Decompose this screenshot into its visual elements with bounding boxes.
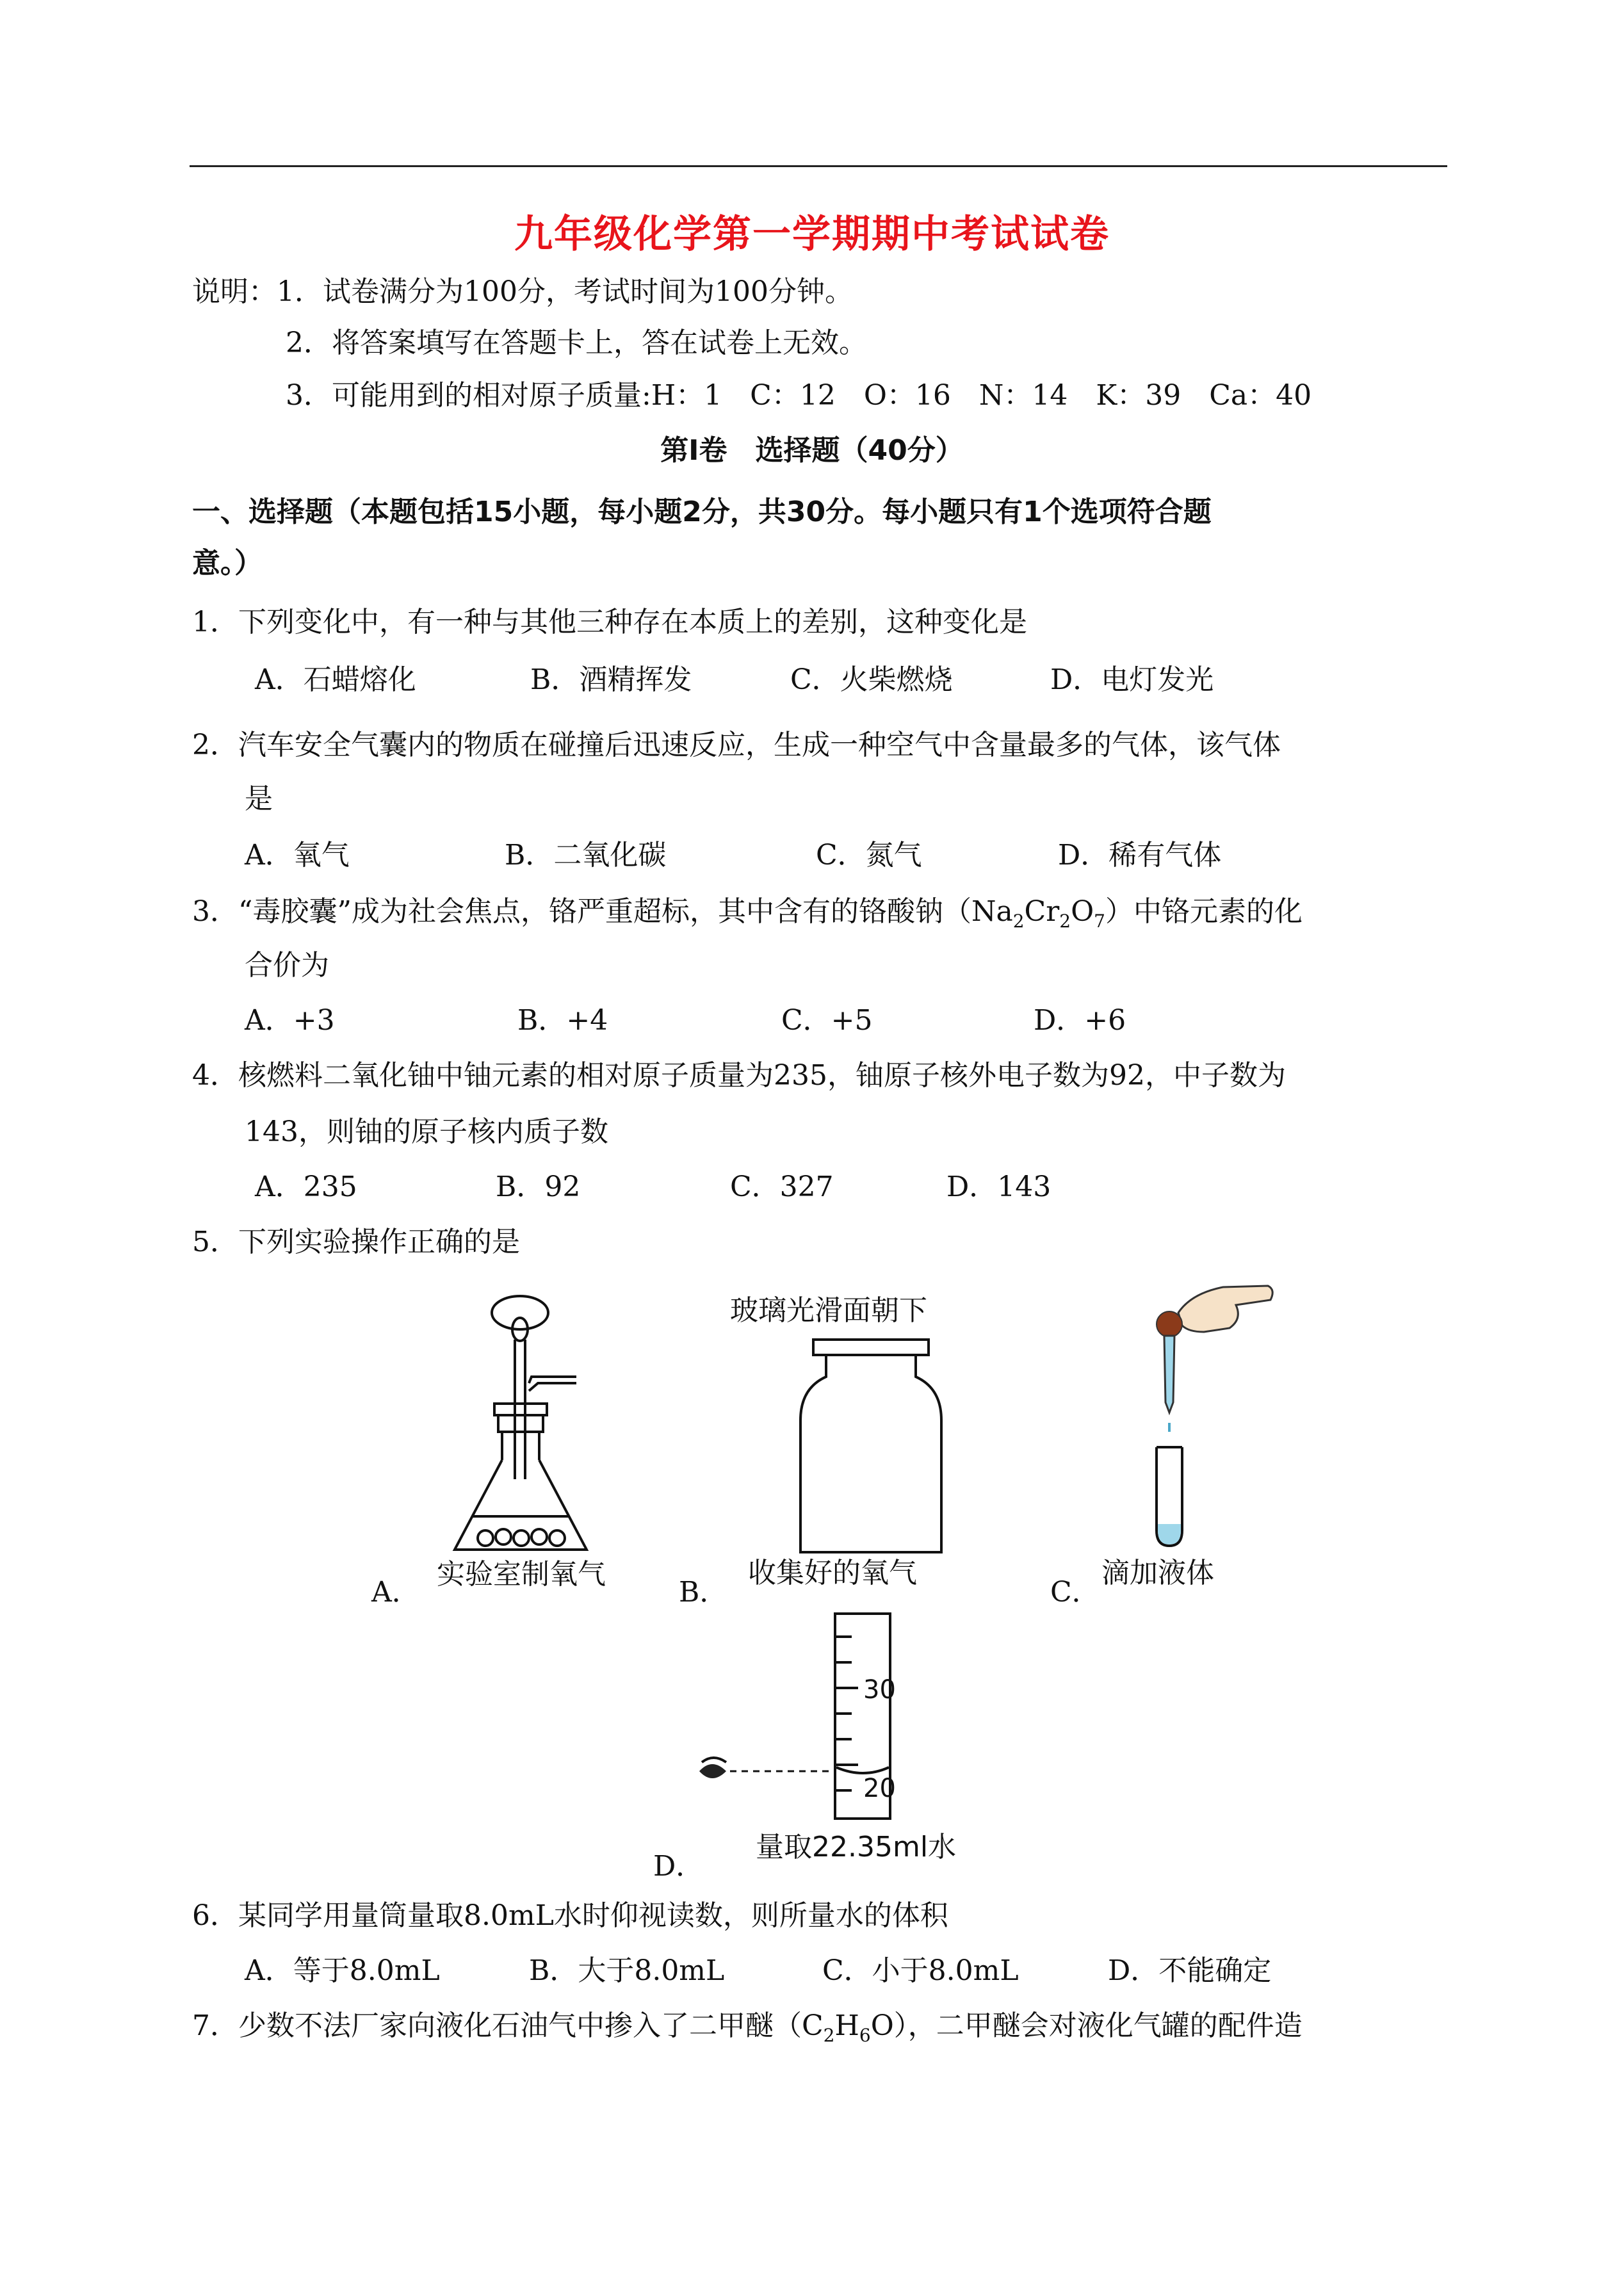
question-3-cont: 合价为: [245, 949, 329, 982]
question-7-text: 7．少数不法厂家向液化石油气中掺入了二甲醚（: [192, 2009, 802, 2042]
figure-b-top-label: 玻璃光滑面朝下: [730, 1294, 927, 1327]
option-c: C．氮气: [816, 839, 922, 872]
option-d: D．稀有气体: [1058, 839, 1222, 872]
option-c: C．+5: [781, 1004, 873, 1037]
option-d: D．不能确定: [1108, 1954, 1272, 1987]
question-3-text-tail: ）中铬元素的化: [1105, 895, 1303, 928]
option-c: C．327: [730, 1171, 834, 1203]
option-c: C．小于8.0mL: [822, 1954, 1019, 1987]
figure-d-letter: D．: [653, 1850, 704, 1883]
graduated-cylinder-figure: [698, 1611, 903, 1829]
part-title: 第Ⅰ卷 选择题（40分）: [660, 434, 964, 467]
cylinder-tick-20: 20: [863, 1774, 896, 1803]
question-3-text: 3．“毒胶囊”成为社会焦点，铬严重超标，其中含有的铬酸钠（: [192, 895, 971, 928]
question-6: 6．某同学用量筒量取8.0mL水时仰视读数，则所量水的体积: [192, 1899, 948, 1932]
question-1-options: [255, 662, 1344, 698]
figure-a-caption: 实验室制氧气: [437, 1558, 606, 1591]
question-1: 1．下列变化中，有一种与其他三种存在本质上的差别，这种变化是: [192, 606, 1027, 638]
instructions-line-1: [192, 274, 853, 310]
gas-jar-figure: [788, 1337, 954, 1555]
section-heading: 一、选择题（本题包括15小题，每小题2分，共30分。每小题只有1个选项符合题: [192, 496, 1212, 528]
chemical-formula: $C_2H_6O$: [802, 2009, 894, 2046]
question-6-options: [245, 1953, 1333, 1989]
option-b: B．大于8.0mL: [529, 1954, 725, 1987]
section-heading-cont: 意。）: [192, 547, 263, 580]
figure-b-caption: 收集好的氧气: [748, 1557, 917, 1589]
flask-apparatus-figure: [448, 1287, 596, 1569]
option-d: D．+6: [1034, 1004, 1126, 1037]
cylinder-tick-30: 30: [863, 1675, 896, 1705]
question-2-options: [245, 838, 1333, 873]
figure-c-caption: 滴加液体: [1101, 1557, 1214, 1589]
page-title: 九年级化学第一学期期中考试试卷: [514, 212, 1110, 257]
figure-c-letter: C．: [1050, 1576, 1100, 1609]
option-a: A．+3: [245, 1004, 335, 1037]
option-b: B．+4: [517, 1004, 608, 1037]
header-rule: [190, 165, 1447, 167]
figure-a-letter: A．: [371, 1576, 420, 1609]
question-5: 5．下列实验操作正确的是: [192, 1226, 520, 1258]
dropper-test-tube-figure: [1127, 1274, 1281, 1562]
instruction-item: 3．可能用到的相对原子质量:H：1 C：12 O：16 N：14 K：39 Ca：40: [286, 379, 1312, 412]
option-b: B．二氧化碳: [505, 839, 667, 872]
figure-d-caption: 量取22.35ml水: [756, 1831, 957, 1863]
instruction-item: 1．试卷满分为100分，考试时间为100分钟。: [277, 275, 853, 308]
option-b: B．酒精挥发: [530, 663, 692, 696]
question-7-text-tail: ），二甲醚会对液化气罐的配件造: [893, 2009, 1303, 2042]
option-a: A．235: [255, 1171, 357, 1203]
option-a: A．氧气: [245, 839, 350, 872]
option-c: C．火柴燃烧: [790, 663, 953, 696]
figure-b-letter: B．: [679, 1576, 728, 1609]
option-d: D．电灯发光: [1050, 663, 1214, 696]
question-4-options: [255, 1169, 1344, 1205]
option-d: D．143: [946, 1171, 1052, 1203]
chemical-formula: $Na_2Cr_2O_7$: [971, 895, 1105, 932]
question-4: 4．核燃料二氧化铀中铀元素的相对原子质量为235，铀原子核外电子数为92，中子数为: [192, 1059, 1286, 1092]
question-3-options: [245, 1003, 1333, 1039]
option-a: A．等于8.0mL: [245, 1954, 440, 1987]
instruction-item: 2．将答案填写在答题卡上，答在试卷上无效。: [286, 327, 867, 359]
instructions-lead: 说明：: [192, 275, 277, 308]
question-7: [192, 2008, 1303, 2054]
question-2-cont: 是: [245, 783, 273, 815]
option-b: B．92: [496, 1171, 581, 1203]
question-2: 2．汽车安全气囊内的物质在碰撞后迅速反应，生成一种空气中含量最多的气体，该气体: [192, 729, 1281, 761]
question-3: [192, 894, 1303, 939]
question-4-cont: 143，则铀的原子核内质子数: [245, 1115, 608, 1148]
option-a: A．石蜡熔化: [255, 663, 416, 696]
